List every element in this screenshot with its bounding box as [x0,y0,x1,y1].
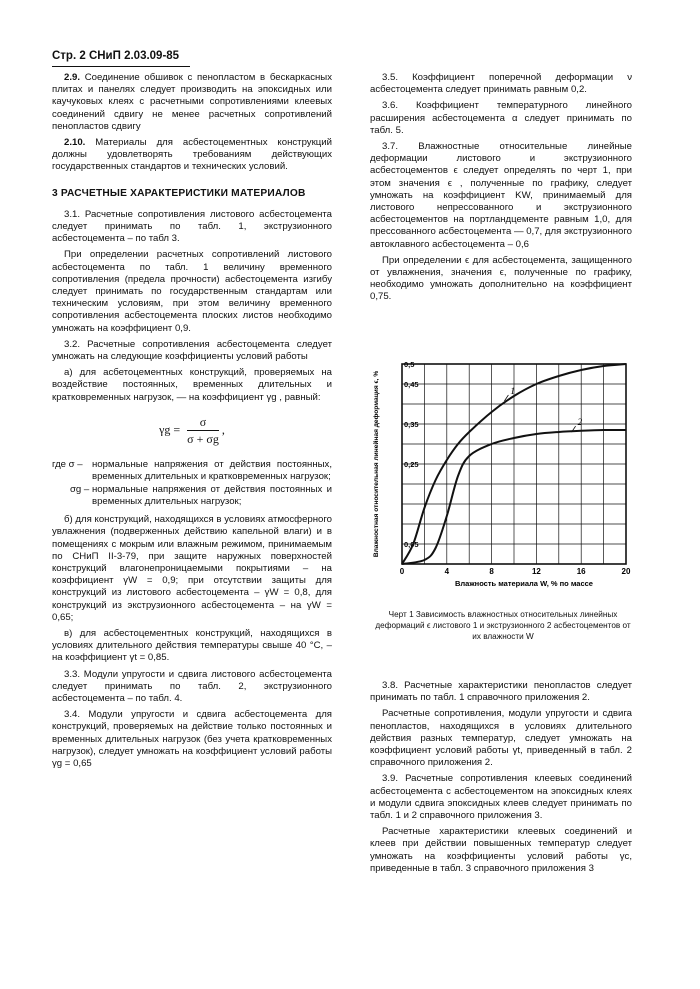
paragraph-text: Материалы для асбестоцементных конструкций должны удовлетворять требованиям действующих государственных стандартов и технических условий. [52,137,332,173]
y-tick-label: 0,45 [404,380,419,389]
paragraph-3-9-cont: Расчетные характеристики клеевых соединений и клеев при действии повышенных температур следует умножать на коэффициенты условий работы γc, приведенные в табл. 3 справочного приложения 3 [370,826,632,874]
figure-caption: Черт 1 Зависимость влажностных относительных линейных деформаций ϵ листового 1 и экструзионного 2 асбестоцементов от их влажности W [375,610,631,641]
paragraph-3-6: 3.6. Коэффициент температурного линейного расширения асбестоцемента α следует принимать по табл. 5. [370,100,632,136]
x-tick-label: 16 [576,567,586,576]
left-column [52,72,332,774]
x-tick-label: 20 [621,567,631,576]
paragraph-3-9: 3.9. Расчетные сопротивления клеевых соединений асбестоцемента с асбестоцементом на эпоксидных клеях и модули сдвига эпоксидных клеев следует принимать по табл. 1 и 2 справочного приложения 3. [370,773,632,822]
x-tick-label: 0 [399,567,405,576]
paragraph-3-2-a: а) для асбетоцементных конструкций, проверяемых на воздействие постоянных, временных длительных и кратковременных нагрузок, — на коэффициент γg , равный: [52,367,332,403]
clause-number: 2.9. [64,72,81,83]
paragraph-3-5: 3.5. Коэффициент поперечной деформации ν асбестоцемента следует принимать равным 0,2. [370,72,632,96]
formula-fraction [187,416,219,445]
section-title: 3 РАСЧЕТНЫЕ ХАРАКТЕРИСТИКИ МАТЕРИАЛОВ [52,187,306,199]
paragraph-2-9 [52,72,332,133]
paragraph-3-1-cont: При определении расчетных сопротивлений листового асбестоцемента по табл. 1 величину временного сопротивления (предела прочности) асбестоцемента изгибу следует принимать по государственным стандартам или техническим условиям, при этом величину временного сопротивления асбестоцемента плоских листов необходимо умножать на коэффициент 0,9. [52,249,332,334]
x-tick-label: 8 [489,567,494,576]
series-label-2: 2 [577,417,583,428]
definition-symbol: где σ – [52,459,83,471]
y-tick-label: 0,35 [404,420,419,429]
page-header: Стр. 2 СНиП 2.03.09-85 [52,50,180,62]
x-axis-label: Влажность материала W, % по массе [455,579,593,588]
paragraph-2-10 [52,137,332,174]
right-column-bottom [370,680,632,879]
paragraph-3-4: 3.4. Модули упругости и сдвига асбестоцемента для конструкций, проверяемых на действие только постоянных и временных длительных нагрузок (без учета кратковременных нагрузок), следует умножать на коэффициент условий работы γg = 0,65 [52,709,332,769]
y-axis-label: Влажностная относительная линейная деформация ϵ, % [373,370,380,558]
chart-figure [368,358,636,594]
formula-denominator: σ + σg [187,432,219,447]
moisture-deformation-chart [368,358,636,594]
definition-text: нормальные напряжения от действия постоянных и временных длительных нагрузок; [92,483,332,507]
definitions [52,459,332,508]
formula-tail: , [221,422,225,437]
paragraph-3-3: 3.3. Модули упругости и сдвига листового асбестоцемента следует принимать по табл. 2, экструзионного асбестоцемента – по табл. 4. [52,668,332,704]
definition-text: нормальные напряжения от действия постоянных, временных длительных и кратковременных нагрузок; [92,459,332,483]
paragraph-3-8: 3.8. Расчетные характеристики пенопластов следует принимать по табл. 1 справочного приложения 2. [370,680,632,704]
paragraph-3-2-b: б) для конструкций, находящихся в условиях атмосферного увлажнения (подверженных действию капельной влаги) и в помещениях с мокрым или влажным режимом, принимаемым по СНиП II-3-79, при защите наружных поверхностей конструкций влагонепроницаемыми покрытиями – на коэффициент γW = 0,9; при отсутствии защиты для конструкций из листового асбестоцемента – γW = 0,8, для конструкций из экструзионного асбестоцемента – на γW = 0,65; [52,514,332,623]
x-tick-label: 12 [531,567,541,576]
paragraph-text: Соединение обшивок с пенопластом в бескаркасных плитах и панелях следует производить на эпоксидных или каучуковых клеях с расчетными сопротивлениями клеевых соединений сдвигу не менее расчетных сопротивлений пенопластов сдвигу [52,72,332,132]
paragraph-3-7-cont: При определении ϵ для асбестоцемента, защищенного от увлажнения, значения ϵ, полученные по графику, необходимо умножать дополнительно на коэффициент 0,75. [370,254,632,303]
y-tick-label: 0,25 [404,460,419,469]
paragraph-3-7: 3.7. Влажностные относительные линейные деформации листового и экструзионного асбестоцементов ϵ следует определять по черт 1, при этом значения ϵ , полученные по графику, следует умножать на коэффициент KW, принимаемый для листового непрессованного и экструзионного асбестоцементов на портландцементе равным 1,0, для прессованного асбестоцемента — 0,7, для экструзионного автоклавного асбестоцемента – 0,6 [370,141,633,250]
header-rule [52,66,190,67]
series-label-1: 1 [510,386,515,396]
x-tick-label: 4 [444,567,450,576]
definition-row [52,484,332,508]
paragraph-3-2-v: в) для асбестоцементных конструкций, находящихся в условиях длительного действия температуры свыше 40 °С, – на коэффициент γt = 0,85. [52,627,332,664]
definition-symbol: σg – [70,483,90,495]
formula-gamma-g [52,416,332,445]
y-tick-label: 0,05 [404,540,419,549]
paragraph-3-8-cont: Расчетные сопротивления, модули упругости и сдвига пенопластов, находящихся в условиях длительного действия разных температур, следует умножать на коэффициент условий работы γt, приведенный в табл. 2 справочного приложения 2. [370,708,632,769]
formula-lhs: γg = [159,422,181,437]
y-tick-label: 0,5 [404,360,415,369]
formula-numerator: σ [187,416,219,431]
right-column-top [370,72,632,308]
clause-number: 2.10. [64,137,86,149]
definition-row [52,459,332,483]
paragraph-3-2: 3.2. Расчетные сопротивления асбестоцемента следует умножать на следующие коэффициенты условий работы [52,338,332,363]
paragraph-3-1: 3.1. Расчетные сопротивления листового асбестоцемента следует принимать по табл. 1, экструзионного асбестоцемента – по табл 3. [52,208,332,245]
